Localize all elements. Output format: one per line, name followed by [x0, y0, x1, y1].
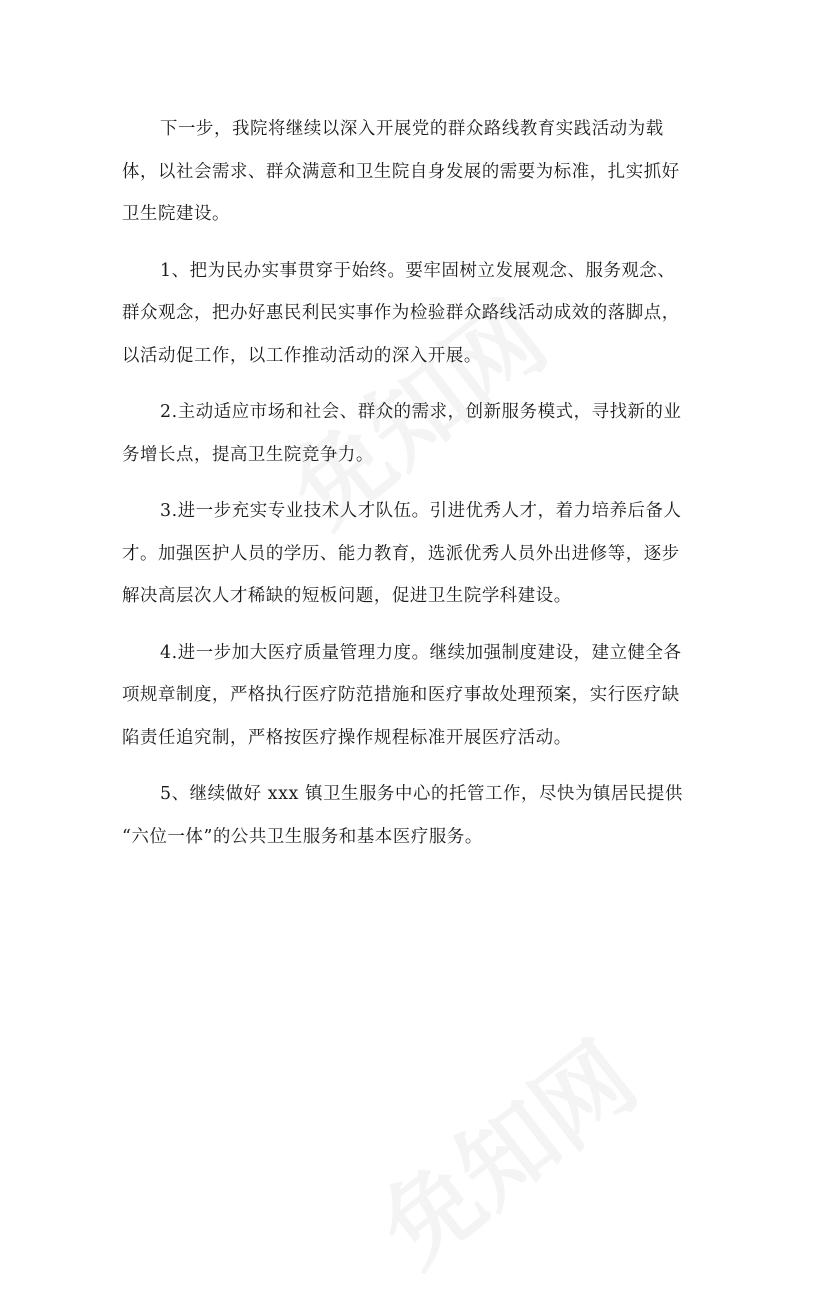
paragraph-line: 5、继续做好 xxx 镇卫生服务中心的托管工作，尽快为镇居民提供 — [160, 784, 683, 804]
paragraph-line: 项规章制度，严格执行医疗防范措施和医疗事故处理预案，实行医疗缺 — [122, 685, 680, 705]
watermark — [348, 1006, 659, 1291]
paragraph-line: 下一步，我院将继续以深入开展党的群众路线教育实践活动为载 — [160, 119, 664, 139]
paragraph-next-step — [122, 108, 712, 236]
paragraph-item-4 — [122, 632, 712, 760]
paragraph-line: 陷责任追究制，严格按医疗操作规程标准开展医疗活动。 — [122, 727, 572, 748]
paragraph-item-2 — [122, 391, 712, 476]
paragraph-item-5 — [122, 773, 712, 858]
paragraph-line: 3.进一步充实专业技术人才队伍。引进优秀人才，着力培养后备人 — [160, 501, 682, 521]
paragraph-line: “六位一体”的公共卫生服务和基本医疗服务。 — [122, 826, 483, 847]
document-body — [122, 108, 712, 872]
paragraph-line: 1、把为民办实事贯穿于始终。要牢固树立发展观念、服务观念、 — [160, 260, 676, 281]
paragraph-line: 务增长点，提高卫生院竞争力。 — [122, 444, 374, 465]
paragraph-item-1 — [122, 250, 712, 378]
paragraph-line: 以活动促工作，以工作推动活动的深入开展。 — [122, 345, 482, 366]
paragraph-line: 群众观念，把办好惠民利民实事作为检验群众路线活动成效的落脚点， — [122, 303, 680, 323]
paragraph-line: 卫生院建设。 — [122, 204, 230, 224]
paragraph-line: 4.进一步加大医疗质量管理力度。继续加强制度建设，建立健全各 — [160, 642, 682, 663]
paragraph-line: 才。加强医护人员的学历、能力教育，选派优秀人员外出进修等，逐步 — [122, 543, 680, 564]
paragraph-item-3 — [122, 490, 712, 618]
paragraph-line: 2.主动适应市场和社会、群众的需求，创新服务模式，寻找新的业 — [160, 402, 682, 422]
paragraph-line: 解决高层次人才稀缺的短板问题，促进卫生院学科建设。 — [122, 586, 572, 606]
paragraph-line: 体，以社会需求、群众满意和卫生院自身发展的需要为标准，扎实抓好 — [122, 161, 680, 182]
